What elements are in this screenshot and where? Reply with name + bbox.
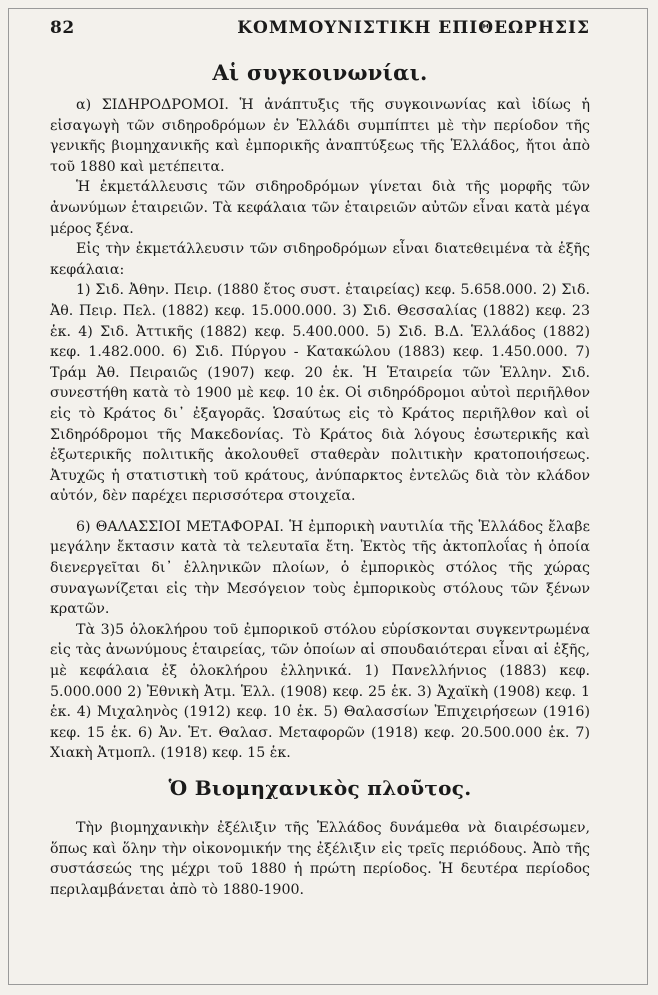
section-title-industrial-wealth: Ὁ Βιομηχανικὸς πλοῦτος. <box>168 776 472 800</box>
section-title-communications: Αἱ συγκοινωνίαι. <box>212 60 428 85</box>
page-header <box>50 18 590 38</box>
paragraph: α) ΣΙΔΗΡΟΔΡΟΜΟΙ. Ἡ ἀνάπτυξις τῆς συγκοινωνίας καὶ ἰδίως ἡ εἰσαγωγὴ τῶν σιδηροδρόμων ἐν Ἑλλάδι συμπίπτει μὲ τὴν περίοδον τῆς γενικῆς βιομηχανικῆς καὶ ἐμπορικῆς ἀναπτύξεως τῆς Ἑλλάδος, ἤτοι ἀπὸ τοῦ 1880 καὶ μετέπειτα. <box>50 97 590 175</box>
paragraph: Ἡ ἐκμετάλλευσις τῶν σιδηροδρόμων γίνεται διὰ τῆς μορφῆς τῶν ἀνωνύμων ἑταιρειῶν. Τὰ κεφάλαια τῶν ἑταιρειῶν αὐτῶν εἶναι κατὰ μέγα μέρος ξένα. <box>50 179 590 237</box>
paragraph: Εἰς τὴν ἐκμετάλλευσιν τῶν σιδηροδρόμων εἶναι διατεθειμένα τὰ ἑξῆς κεφάλαια: <box>50 241 590 278</box>
paragraph: Τὰ 3)5 ὁλοκλήρου τοῦ ἐμπορικοῦ στόλου εὑρίσκονται συγκεντρωμένα εἰς τὰς ἀνωνύμους ἑταιρείας, τῶν ὁποίων αἱ σπουδαιότεραι εἶναι αἱ ἑξῆς, μὲ κεφάλαια ἐξ ὁλοκλήρου ἑλληνικά. 1) Πανελλήνιος (1883) κεφ. 5.000.000 2) Ἐθνικὴ Ἀτμ. Ἑλλ. (1908) κεφ. 25 ἑκ. 3) Ἀχαϊκὴ (1908) κεφ. 1 ἑκ. 4) Μιχαληνὸς (1912) κεφ. 10 ἑκ. 5) Θαλασσίων Ἐπιχειρήσεων (1916) κεφ. 15 ἑκ. 6) Ἀν. Ἑτ. Θαλασ. Μεταφορῶν (1918) κεφ. 20.500.000 ἑκ. 7) Χιακὴ Ἀτμοπλ. (1918) κεφ. 15 ἑκ. <box>50 621 590 762</box>
paragraph: 6) ΘΑΛΑΣΣΙΟΙ ΜΕΤΑΦΟΡΑΙ. Ἡ ἐμπορικὴ ναυτιλία τῆς Ἑλλάδος ἔλαβε μεγάλην ἔκτασιν κατὰ τὰ τελευταῖα ἔτη. Ἐκτὸς τῆς ἀκτοπλοΐας ἡ ὁποία διενεργεῖται δι᾽ ἑλληνικῶν πλοίων, ὁ ἐμπορικὸς στόλος τῆς χώρας συναγωνίζεται εἰς τὴν Μεσόγειον τοὺς ἐμπορικοὺς στόλους τῶν ξένων κρατῶν. <box>50 518 590 618</box>
paragraph: 1) Σιδ. Ἀθην. Πειρ. (1880 ἔτος συστ. ἑταιρείας) κεφ. 5.658.000. 2) Σιδ. Ἀθ. Πειρ. Πελ. (1882) κεφ. 15.000.000. 3) Σιδ. Θεσσαλίας (1882) κεφ. 23 ἑκ. 4) Σιδ. Ἀττικῆς (1882) κεφ. 5.400.000. 5) Σιδ. Β.Δ. Ἑλλάδος (1882) κεφ. 1.482.000. 6) Σιδ. Πύργου - Κατακώλου (1883) κεφ. 1.450.000. 7) Τράμ Ἀθ. Πειραιῶς (1907) κεφ. 20 ἑκ. Ἡ Ἑταιρεία τῶν Ἑλλην. Σιδ. συνεστήθη κατὰ τὸ 1900 μὲ κεφ. 10 ἑκ. Οἱ σιδηρόδρομοι αὐτοὶ περιῆλθον εἰς τὸ Κράτος δι᾽ ἐξαγορᾶς. Ὡσαύτως εἰς τὸ Κράτος περιῆλθον καὶ οἱ Σιδηρόδρομοι τῆς Μακεδονίας. Τὸ Κράτος διὰ λόγους ἐσωτερικῆς καὶ ἐξωτερικῆς πολιτικῆς ἀκολουθεῖ σταθερὰν πολιτικὴν κρατοποιήσεως. Ἀτυχῶς ἡ στατιστικὴ τοῦ κράτους, ἀνύπαρκτος ἐντελῶς διὰ τὸν κλάδον αὐτόν, δὲν παρέχει περισσότερα στοιχεῖα. <box>50 282 590 505</box>
running-title: ΚΟΜΜΟΥΝΙΣΤΙΚΗ ΕΠΙΘΕΩΡΗΣΙΣ <box>237 18 590 38</box>
document-page <box>50 18 590 900</box>
page-number: 82 <box>50 18 75 38</box>
paragraph: Τὴν βιομηχανικὴν ἐξέλιξιν τῆς Ἑλλάδος δυνάμεθα νὰ διαιρέσωμεν, ὅπως καὶ ὅλην τὴν οἰκονομικήν της ἐξέλιξιν εἰς τρεῖς περιόδους. Ἀπὸ τῆς συστάσεώς της μέχρι τοῦ 1880 ἡ πρώτη περίοδος. Ἡ δευτέρα περίοδος περιλαμβάνεται ἀπὸ τὸ 1880-1900. <box>50 820 590 898</box>
